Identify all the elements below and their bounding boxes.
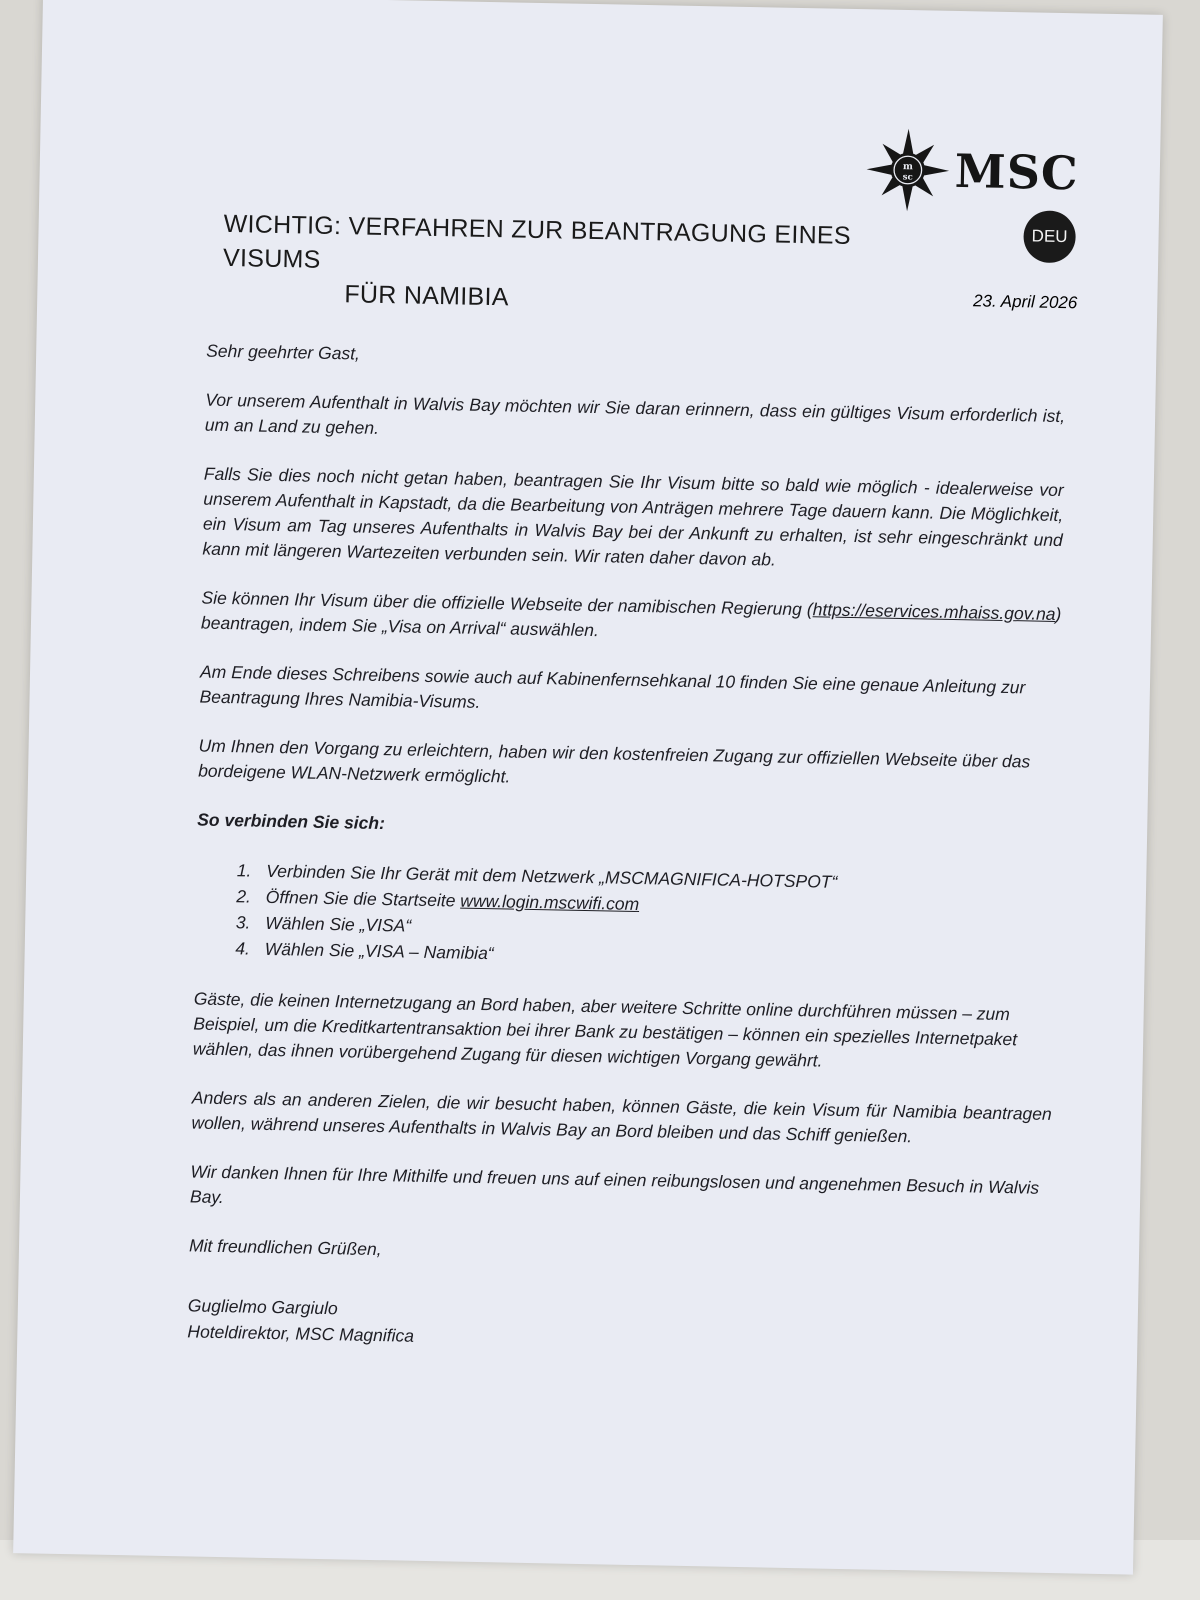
svg-text:sc: sc <box>902 172 913 183</box>
government-website-link[interactable]: https://eservices.mhaiss.gov.na <box>812 599 1056 624</box>
paragraph-thanks: Wir danken Ihnen für Ihre Mithilfe und freuen uns auf einen reibungslosen und angenehmen Besuch in Walvis Bay. <box>189 1161 1040 1208</box>
paragraph-instructions: Am Ende dieses Schreibens sowie auch auf Kabinenfernsehkanal 10 finden Sie eine genaue Anleitung zur Beantragung Ihres Namibia-Visums. <box>199 661 1026 712</box>
msc-logo <box>864 129 1095 213</box>
signer-name: Guglielmo Gargiulo <box>187 1295 338 1319</box>
title-line-1: WICHTIG: VERFAHREN ZUR BEANTRAGUNG EINES VISUMS <box>222 209 852 274</box>
paragraph-website <box>201 586 1062 653</box>
step-text: Öffnen Sie die Startseite <box>265 886 461 911</box>
paragraph-internet-package: Gäste, die keinen Internetzugang an Bord haben, aber weitere Schritte online durchführen müssen – zum Beispiel, um die Kreditkartentransaktion bei ihrer Bank zu bestätigen – können ein spezielles Internetpaket wählen, das ihnen vorübergehend Zugang für diesen wichtigen Vorgang gewährt. <box>192 988 1018 1071</box>
language-badge: DEU <box>1023 210 1076 263</box>
svg-text:m: m <box>902 161 914 173</box>
brand-name: MSC <box>954 143 1080 201</box>
steps-heading: So verbinden Sie sich: <box>197 809 386 834</box>
title-line-2: FÜR NAMIBIA <box>344 280 510 312</box>
closing: Mit freundlichen Grüßen, <box>188 1235 382 1260</box>
signature-block <box>187 1292 1048 1361</box>
step-text: Verbinden Sie Ihr Gerät mit dem Netzwerk „MSCMAGNIFICA-HOTSPOT“ <box>266 860 838 892</box>
step-text: Wählen Sie „VISA“ <box>265 912 412 936</box>
wifi-login-link[interactable]: www.login.mscwifi.com <box>460 890 640 915</box>
compass-star-icon <box>864 126 952 214</box>
paragraph-apply-early: Falls Sie dies noch nicht getan haben, beantragen Sie Ihr Visum bitte so bald wie möglich - idealerweise vor unserem Aufenthalt in Kapstadt, da die Bearbeitung von Anträgen mehrere Tage dauern kann. Die Möglichkeit, ein Visum am Tag unseres Aufenthalts in Walvis Bay bei der Ankunft zu erhalten, ist sehr eingeschränkt und kann mit längeren Wartezeiten verbunden sein. Wir raten daher davon ab. <box>202 463 1064 570</box>
letter-body <box>187 339 1066 1361</box>
website-text-after: ) beantragen, indem Sie „Visa on Arrival“ auswählen. <box>200 603 1062 641</box>
letter-date: 23. April 2026 <box>972 291 1078 313</box>
website-text-before: Sie können Ihr Visum über die offizielle Webseite der namibischen Regierung ( <box>201 587 813 620</box>
paragraph-wifi-access: Um Ihnen den Vorgang zu erleichtern, haben wir den kostenfreien Zugang zur offiziellen Webseite über das bordeigene WLAN-Netzwerk ermöglicht. <box>197 735 1031 787</box>
steps-list <box>195 856 1057 976</box>
letter-title <box>222 207 944 323</box>
paragraph-reminder: Vor unserem Aufenthalt in Walvis Bay möchten wir Sie daran erinnern, dass ein gültiges Visum erforderlich ist, um an Land zu gehen. <box>204 389 1066 438</box>
signer-title: Hoteldirektor, MSC Magnifica <box>187 1321 415 1346</box>
letter-sheet <box>13 0 1163 1575</box>
salutation: Sehr geehrter Gast, <box>206 340 361 364</box>
paragraph-stay-onboard: Anders als an anderen Zielen, die wir besucht haben, können Gäste, die kein Visum für Namibia beantragen wollen, während unseres Aufenthalts in Walvis Bay an Bord bleiben und das Schiff genießen. <box>191 1087 1052 1147</box>
step-text: Wählen Sie „VISA – Namibia“ <box>264 938 494 964</box>
